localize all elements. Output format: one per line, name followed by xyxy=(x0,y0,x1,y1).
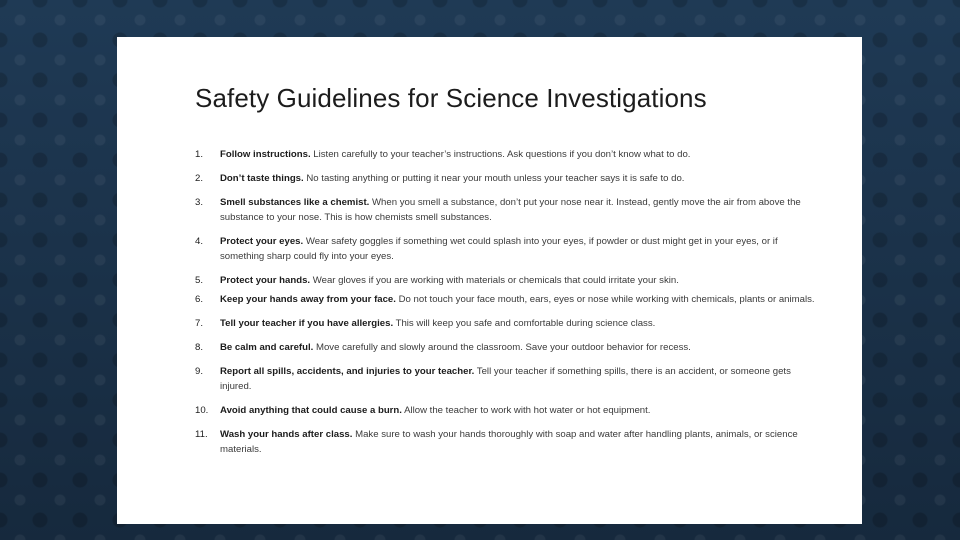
list-item xyxy=(195,273,815,288)
list-item xyxy=(195,147,815,162)
list-item xyxy=(195,234,815,264)
list-item-number: 11. xyxy=(195,429,208,440)
list-item-heading: Protect your eyes. xyxy=(220,236,304,247)
list-item xyxy=(195,195,815,225)
list-item-number: 8. xyxy=(195,342,204,353)
list-item-heading: Protect your hands. xyxy=(220,275,311,286)
list-item-heading: Be calm and careful. xyxy=(220,342,314,353)
document-page xyxy=(117,37,862,524)
list-item xyxy=(195,171,815,186)
guideline-list xyxy=(195,147,815,457)
list-item xyxy=(195,316,815,331)
list-item-text: Move carefully and slowly around the classroom. Save your outdoor behavior for recess. xyxy=(313,342,691,353)
list-item-number: 5. xyxy=(195,275,204,286)
list-item-number: 4. xyxy=(195,236,204,247)
list-item-number: 9. xyxy=(195,366,204,377)
list-item-number: 3. xyxy=(195,197,204,208)
list-item-text: Allow the teacher to work with hot water or hot equipment. xyxy=(401,405,651,416)
list-item-number: 10. xyxy=(195,405,209,416)
list-item-heading: Wash your hands after class. xyxy=(220,429,353,440)
list-item xyxy=(195,292,815,307)
list-item-heading: Report all spills, accidents, and injuries to your teacher. xyxy=(220,366,475,377)
list-item xyxy=(195,427,815,457)
list-item-number: 7. xyxy=(195,318,204,329)
list-item-heading: Keep your hands away from your face. xyxy=(220,294,396,305)
list-item-heading: Follow instructions. xyxy=(220,149,311,160)
list-item-number: 6. xyxy=(195,294,204,305)
list-item-heading: Smell substances like a chemist. xyxy=(220,197,370,208)
list-item-number: 2. xyxy=(195,173,204,184)
page-title: Safety Guidelines for Science Investigations xyxy=(195,83,707,113)
list-item-text: Tell your teacher if something spills, there is an accident, or someone gets injured. xyxy=(220,366,791,392)
list-item-heading: Avoid anything that could cause a burn. xyxy=(220,405,402,416)
list-item xyxy=(195,403,815,418)
list-item-text: This will keep you safe and comfortable during science class. xyxy=(393,318,656,329)
list-item xyxy=(195,364,815,394)
list-item-text: Wear gloves if you are working with materials or chemicals that could irritate your skin. xyxy=(310,275,679,286)
list-item-text: When you smell a substance, don’t put your nose near it. Instead, gently move the air from above the substance to your nose. This is how chemists smell substances. xyxy=(220,197,801,223)
list-item-text: Make sure to wash your hands thoroughly with soap and water after handling plants, animals, or science materials. xyxy=(220,429,798,455)
list-item-text: No tasting anything or putting it near your mouth unless your teacher says it is safe to do. xyxy=(303,173,685,184)
list-item-number: 1. xyxy=(195,149,204,160)
list-item-text: Wear safety goggles if something wet could splash into your eyes, if powder or dust might get in your eyes, or if something sharp could fly into your eyes. xyxy=(220,236,778,262)
list-item-heading: Tell your teacher if you have allergies. xyxy=(220,318,394,329)
list-item-text: Listen carefully to your teacher’s instructions. Ask questions if you don’t know what to do. xyxy=(310,149,691,160)
list-item-text: Do not touch your face mouth, ears, eyes or nose while working with chemicals, plants or animals. xyxy=(395,294,815,305)
list-item xyxy=(195,340,815,355)
list-item-heading: Don’t taste things. xyxy=(220,173,304,184)
